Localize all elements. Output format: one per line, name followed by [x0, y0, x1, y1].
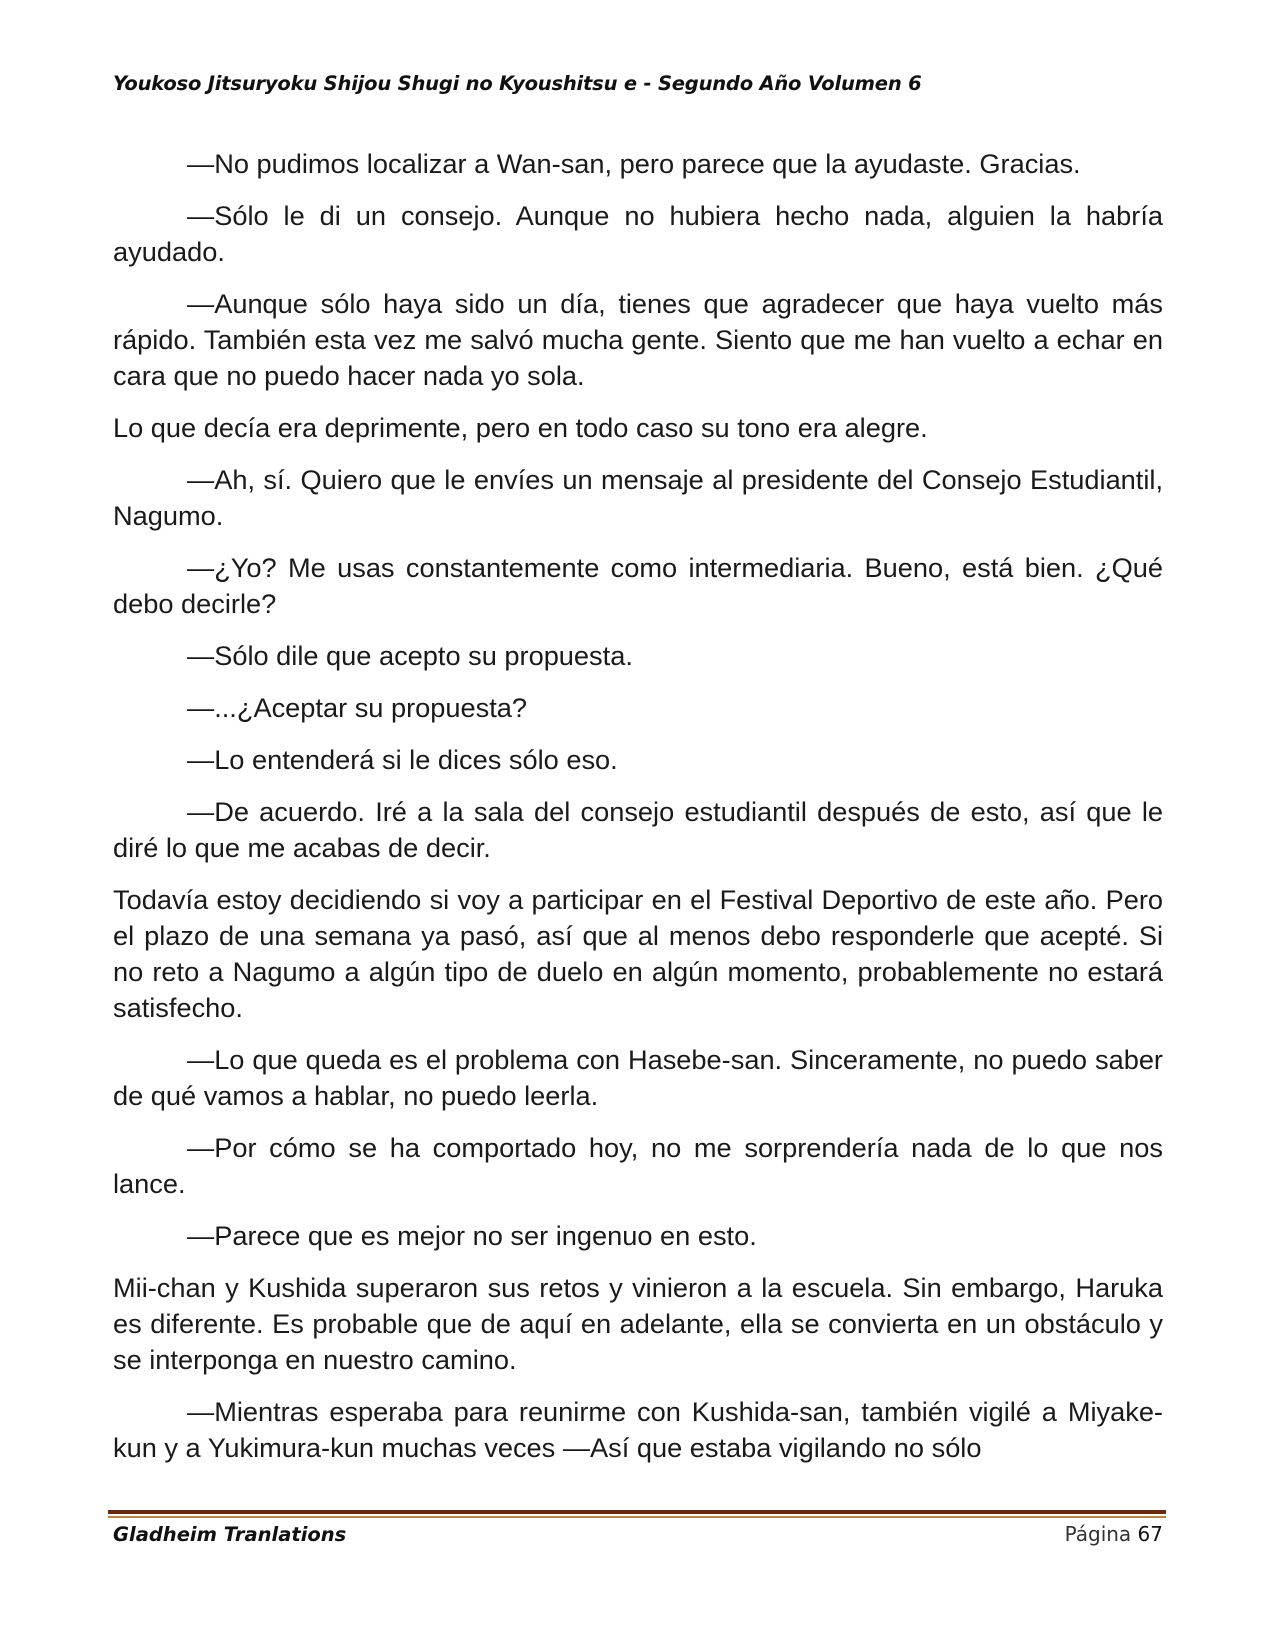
- paragraph: —Por cómo se ha comportado hoy, no me sorprendería nada de lo que nos lance.: [113, 1132, 1163, 1199]
- paragraph: Lo que decía era deprimente, pero en todo caso su tono era alegre.: [113, 412, 928, 443]
- paragraph: —Mientras esperaba para reunirme con Kushida-san, también vigilé a Miyake-kun y a Yukimura-kun muchas veces —Así que estaba vigilando no sólo: [113, 1396, 1163, 1463]
- footer-page-indicator: [1065, 1522, 1163, 1546]
- footer-divider-thick: [108, 1510, 1166, 1514]
- paragraph: —Lo que queda es el problema con Hasebe-san. Sinceramente, no puedo saber de qué vamos a hablar, no puedo leerla.: [113, 1044, 1163, 1111]
- page-label: Página: [1064, 1522, 1132, 1546]
- paragraph: —Aunque sólo haya sido un día, tienes que agradecer que haya vuelto más rápido. También esta vez me salvó mucha gente. Siento que me han vuelto a echar en cara que no puedo hacer nada yo sola.: [113, 288, 1163, 391]
- footer-divider-thin: [108, 1516, 1166, 1518]
- paragraph: —Ah, sí. Quiero que le envíes un mensaje al presidente del Consejo Estudiantil, Nagumo.: [113, 464, 1163, 531]
- paragraph: Mii-chan y Kushida superaron sus retos y vinieron a la escuela. Sin embargo, Haruka es diferente. Es probable que de aquí en adelante, ella se convierta en un obstáculo y se interponga en nuestro camino.: [113, 1272, 1163, 1375]
- running-header-title: Youkoso Jitsuryoku Shijou Shugi no Kyoushitsu e - Segundo Año Volumen 6: [113, 72, 922, 95]
- page-body: [113, 146, 1163, 1482]
- paragraph: —No pudimos localizar a Wan-san, pero parece que la ayudaste. Gracias.: [187, 148, 1081, 179]
- footer-publisher: Gladheim Tranlations: [113, 1523, 347, 1546]
- paragraph: —Parece que es mejor no ser ingenuo en esto.: [187, 1220, 757, 1251]
- footer-divider: [108, 1510, 1166, 1518]
- paragraph: —Sólo le di un consejo. Aunque no hubiera hecho nada, alguien la habría ayudado.: [113, 200, 1163, 267]
- paragraph: —Sólo dile que acepto su propuesta.: [187, 640, 633, 671]
- paragraph: —...¿Aceptar su propuesta?: [187, 692, 528, 723]
- page-number: 67: [1137, 1522, 1163, 1546]
- paragraph: —Lo entenderá si le dices sólo eso.: [187, 744, 618, 775]
- paragraph: —¿Yo? Me usas constantemente como intermediaria. Bueno, está bien. ¿Qué debo decirle?: [113, 552, 1163, 619]
- paragraph: Todavía estoy decidiendo si voy a participar en el Festival Deportivo de este año. Pero el plazo de una semana ya pasó, así que al menos debo responderle que acepté. Si no reto a Nagumo a algún tipo de duelo en algún momento, probablemente no estará satisfecho.: [113, 884, 1163, 1023]
- paragraph: —De acuerdo. Iré a la sala del consejo estudiantil después de esto, así que le diré lo que me acabas de decir.: [113, 796, 1163, 863]
